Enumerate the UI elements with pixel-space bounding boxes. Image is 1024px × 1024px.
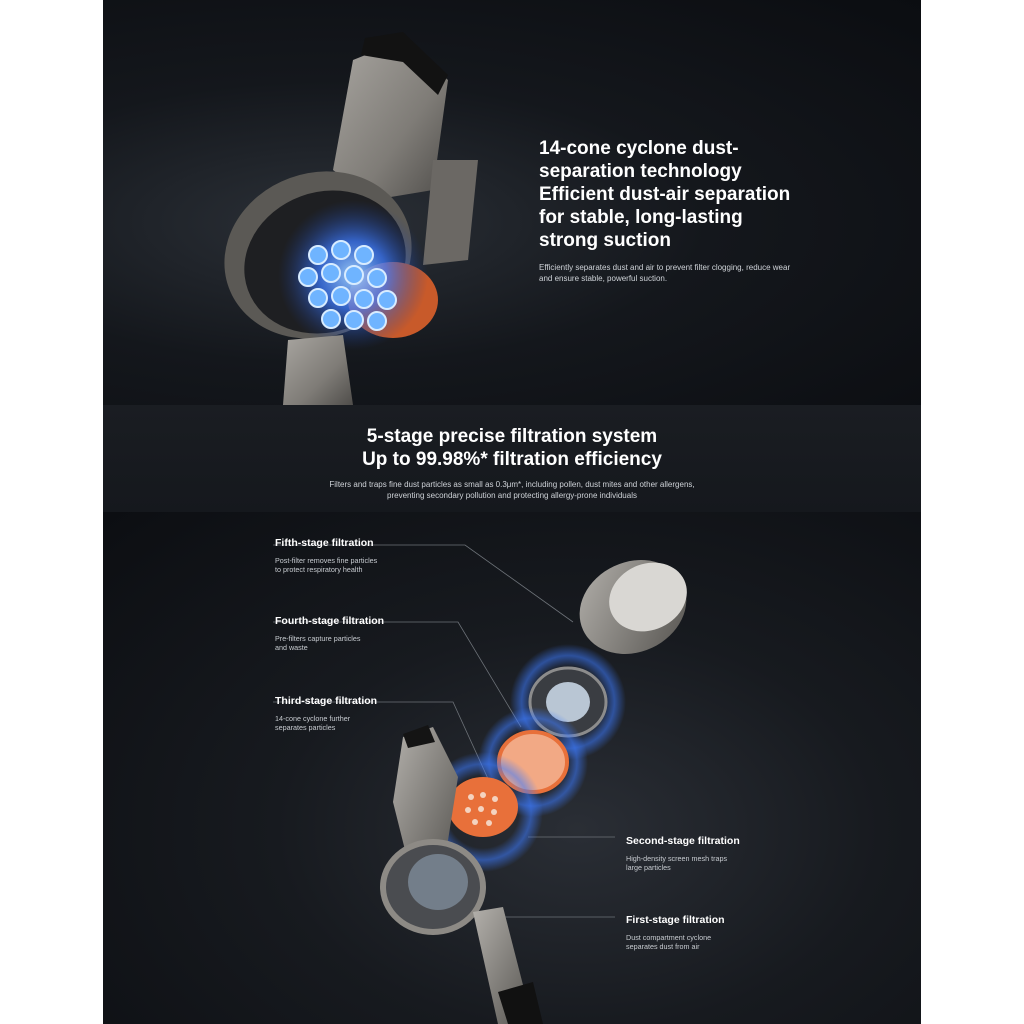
cyclone-section: [103, 0, 921, 405]
fifth-stage-desc-line: to protect respiratory health: [275, 565, 363, 574]
fifth-stage-desc-line: Post-filter removes fine particles: [275, 556, 378, 565]
third-stage-desc-line: separates particles: [275, 723, 336, 732]
filtration-description-line: preventing secondary pollution and protecting allergy-prone individuals: [387, 490, 637, 500]
cyclone-description: [539, 263, 790, 284]
fourth-stage-desc-line: Pre-filters capture particles: [275, 634, 361, 643]
filtration-headline-line: Up to 99.98%* filtration efficiency: [362, 449, 662, 470]
first-stage-desc-line: separates dust from air: [626, 942, 700, 951]
first-stage-desc-line: Dust compartment cyclone: [626, 933, 712, 942]
vacuum-cyclone-illustration: [103, 0, 921, 405]
first-stage-description: [626, 933, 711, 951]
filtration-header-section: [103, 405, 921, 512]
filtration-description: [103, 480, 921, 501]
third-stage-desc-line: 14-cone cyclone further: [275, 714, 351, 723]
third-stage-title: Third-stage filtration: [275, 695, 378, 707]
fourth-stage-title: Fourth-stage filtration: [275, 615, 385, 627]
cyclone-headline-line: strong suction: [539, 230, 671, 251]
fourth-stage-description: [275, 634, 360, 652]
filtration-headline-line: 5-stage precise filtration system: [366, 426, 658, 447]
third-stage-description: [275, 714, 350, 732]
cyclone-headline-line: 14-cone cyclone dust-: [539, 138, 739, 159]
cyclone-description-line: Efficiently separates dust and air to prevent filter clogging, reduce wear: [539, 263, 791, 272]
fourth-stage-desc-line: and waste: [275, 643, 308, 652]
filtration-stages-section: [103, 512, 921, 1024]
cyclone-description-line: and ensure stable, powerful suction.: [539, 273, 668, 283]
cyclone-headline-line: for stable, long-lasting: [539, 207, 743, 228]
second-stage-title: Second-stage filtration: [626, 835, 740, 847]
fifth-stage-title: Fifth-stage filtration: [275, 537, 374, 549]
cyclone-headline-line: Efficient dust-air separation: [539, 184, 791, 205]
cyclone-headline-line: separation technology: [539, 161, 742, 182]
first-stage-title: First-stage filtration: [626, 914, 725, 926]
filtration-headline: [103, 425, 921, 471]
filtration-description-line: Filters and traps fine dust particles as small as 0.3μm*, including pollen, dust mites and other allergens,: [329, 480, 695, 489]
second-stage-desc-line: High-density screen mesh traps: [626, 854, 728, 863]
cyclone-headline: [539, 137, 790, 252]
fifth-stage-description: [275, 556, 377, 574]
exploded-filter-illustration: [103, 512, 921, 1024]
second-stage-desc-line: large particles: [626, 863, 671, 872]
second-stage-description: [626, 854, 727, 872]
